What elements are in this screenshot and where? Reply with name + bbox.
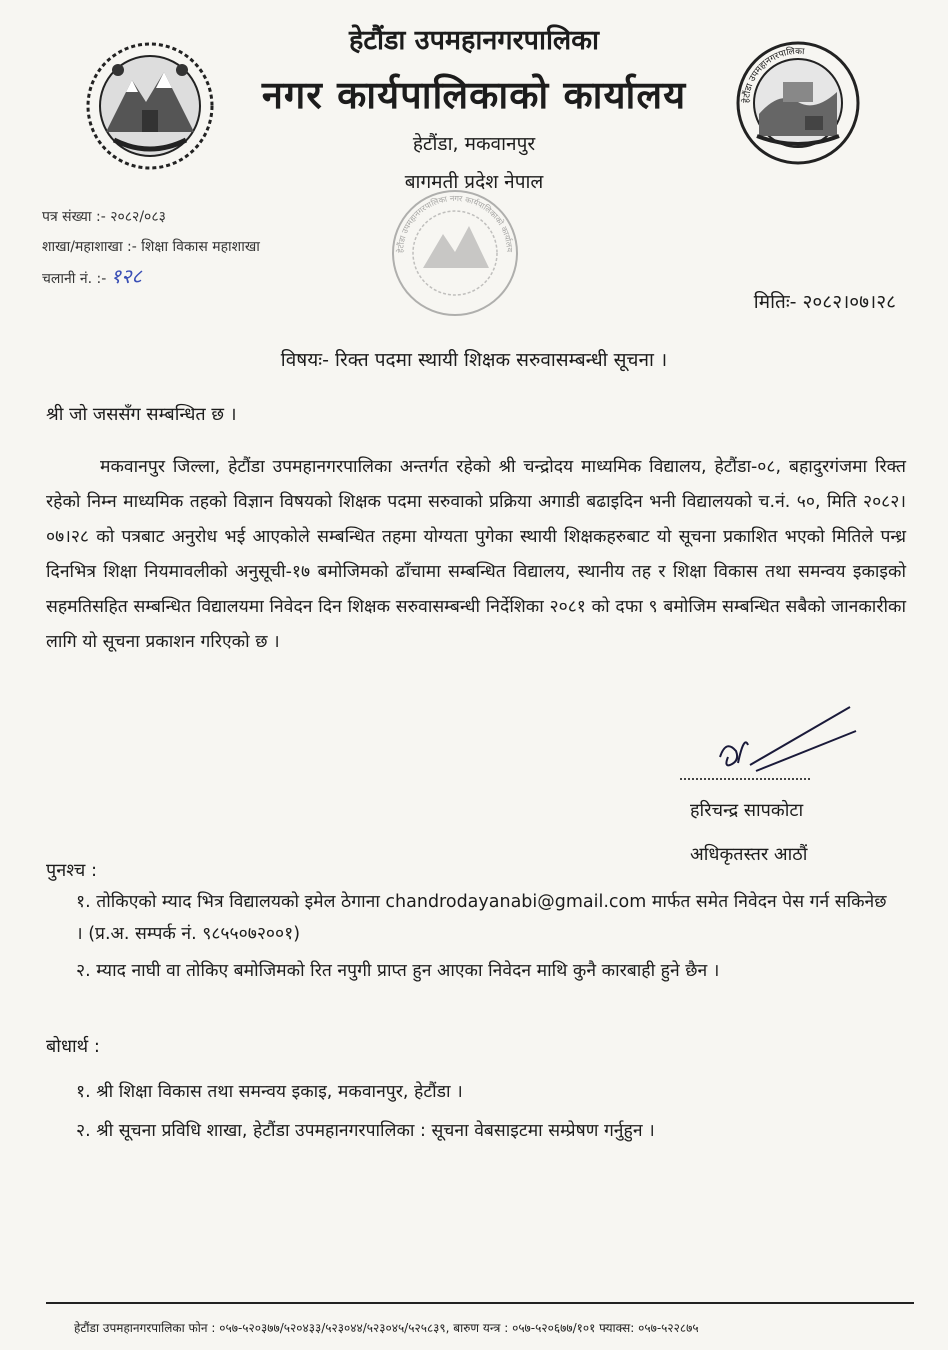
branch-label: शाखा/महाशाखा :- [42,239,137,255]
stamp-text [385,186,514,253]
nepal-emblem-icon [84,40,216,172]
footer-divider [46,1302,914,1304]
ref-value: २०८२/०८३ [110,209,166,225]
signature-line [680,778,810,780]
branch-value: शिक्षा विकास महाशाखा [141,239,260,255]
branch [42,237,260,256]
subject-line: विषयः- रिक्त पदमा स्थायी शिक्षक सरुवासम्बन्धी सूचना । [280,349,668,371]
stamp-text-path: हेटौंडा उपमहानगरपालिका नगर कार्यपालिकाको कार्यालय [395,193,515,254]
footer-contact: हेटौंडा उपमहानगरपालिका फोन : ०५७-५२०३७७/५२०४३३/५२३०४४/५२३०४५/५२५८३९, बारुण यन्त्र : ०५७-५२०६७७/१०१ फ्याक्स: ०५७-५२२८७५ [74,1321,699,1335]
office-title: नगर कार्यपालिकाको कार्यालय [261,73,687,117]
signatory-title: अधिकृतस्तर आठौं [690,844,808,865]
cc-item: १. श्री शिक्षा विकास तथा समन्वय इकाइ, मकवानपुर, हेटौंडा । [76,1082,463,1102]
signatory-name: हरिचन्द्र सापकोटा [690,800,804,821]
address-line-1: हेटौंडा, मकवानपुर [412,133,536,155]
ref-number [42,207,166,226]
address-line-2: बागमती प्रदेश नेपाल [404,171,544,193]
postscript-item: १. तोकिएको म्याद भित्र विद्यालयको इमेल ठेगाना chandrodayanabi@gmail.com मार्फत समेत निवेदन पेस गर्न सकिनेछ । (प्र.अ. सम्पर्क नं. ९८५५०७२००१) [76,892,887,944]
letter-date: मितिः- २०८२।०७।२८ [753,291,896,313]
cc-label: बोधार्थ : [46,1036,100,1057]
dispatch-label: चलानी नं. :- [42,271,107,287]
signature-scribble-icon [680,705,860,785]
ref-label: पत्र संख्या :- [42,209,106,225]
dispatch-number [42,262,142,289]
dispatch-value: १२८ [110,264,142,288]
body-paragraph: मकवानपुर जिल्ला, हेटौंडा उपमहानगरपालिका अन्तर्गत रहेको श्री चन्द्रोदय माध्यमिक विद्यालय, हेटौंडा-०८, बहादुरगंजमा रिक्त रहेको निम्न माध्यमिक तहको विज्ञान विषयको शिक्षक पदमा सरुवाको प्रक्रिया अगाडी बढाइदिन भनी विद्यालयको च.नं. ५०, मिति २०८२।०७।२८ को पत्रबाट अनुरोध भई आएकोले सम्बन्धित तहमा योग्यता पुगेका स्थायी शिक्षकहरुबाट यो सूचना प्रकाशित भएको मितिले पन्ध्र दिनभित्र शिक्षा नियमावलीको अनुसूची-१७ बमोजिमको ढाँचामा सम्बन्धित विद्यालय, स्थानीय तह र शिक्षा विकास तथा समन्वय इकाइको सहमतिसहित सम्बन्धित विद्यालयमा निवेदन दिन शिक्षक सरुवासम्बन्धी निर्देशिका २०८१ को दफा ९ बमोजिम सम्बन्धित सबैको जानकारीका लागि यो सूचना प्रकाशन गरिएको छ । [46,457,906,652]
postscript-label: पुनश्च : [46,860,98,881]
cc-item: २. श्री सूचना प्रविधि शाखा, हेटौंडा उपमहानगरपालिका : सूचना वेबसाइटमा सम्प्रेषण गर्नुहुन । [76,1121,655,1141]
postscript-item: २. म्याद नाघी वा तोकिए बमोजिमको रित नपुगी प्राप्त हुन आएका निवेदन माथि कुनै कारबाही हुने छैन । [76,961,720,981]
municipality-seal-icon [735,40,861,166]
office-stamp-icon [385,186,525,320]
municipality-name: हेटौंडा उपमहानगरपालिका [349,25,599,56]
seal-text-path: हेटौंडा उपमहानगरपालिका [741,46,805,104]
salutation: श्री जो जससँग सम्बन्धित छ । [46,404,237,425]
